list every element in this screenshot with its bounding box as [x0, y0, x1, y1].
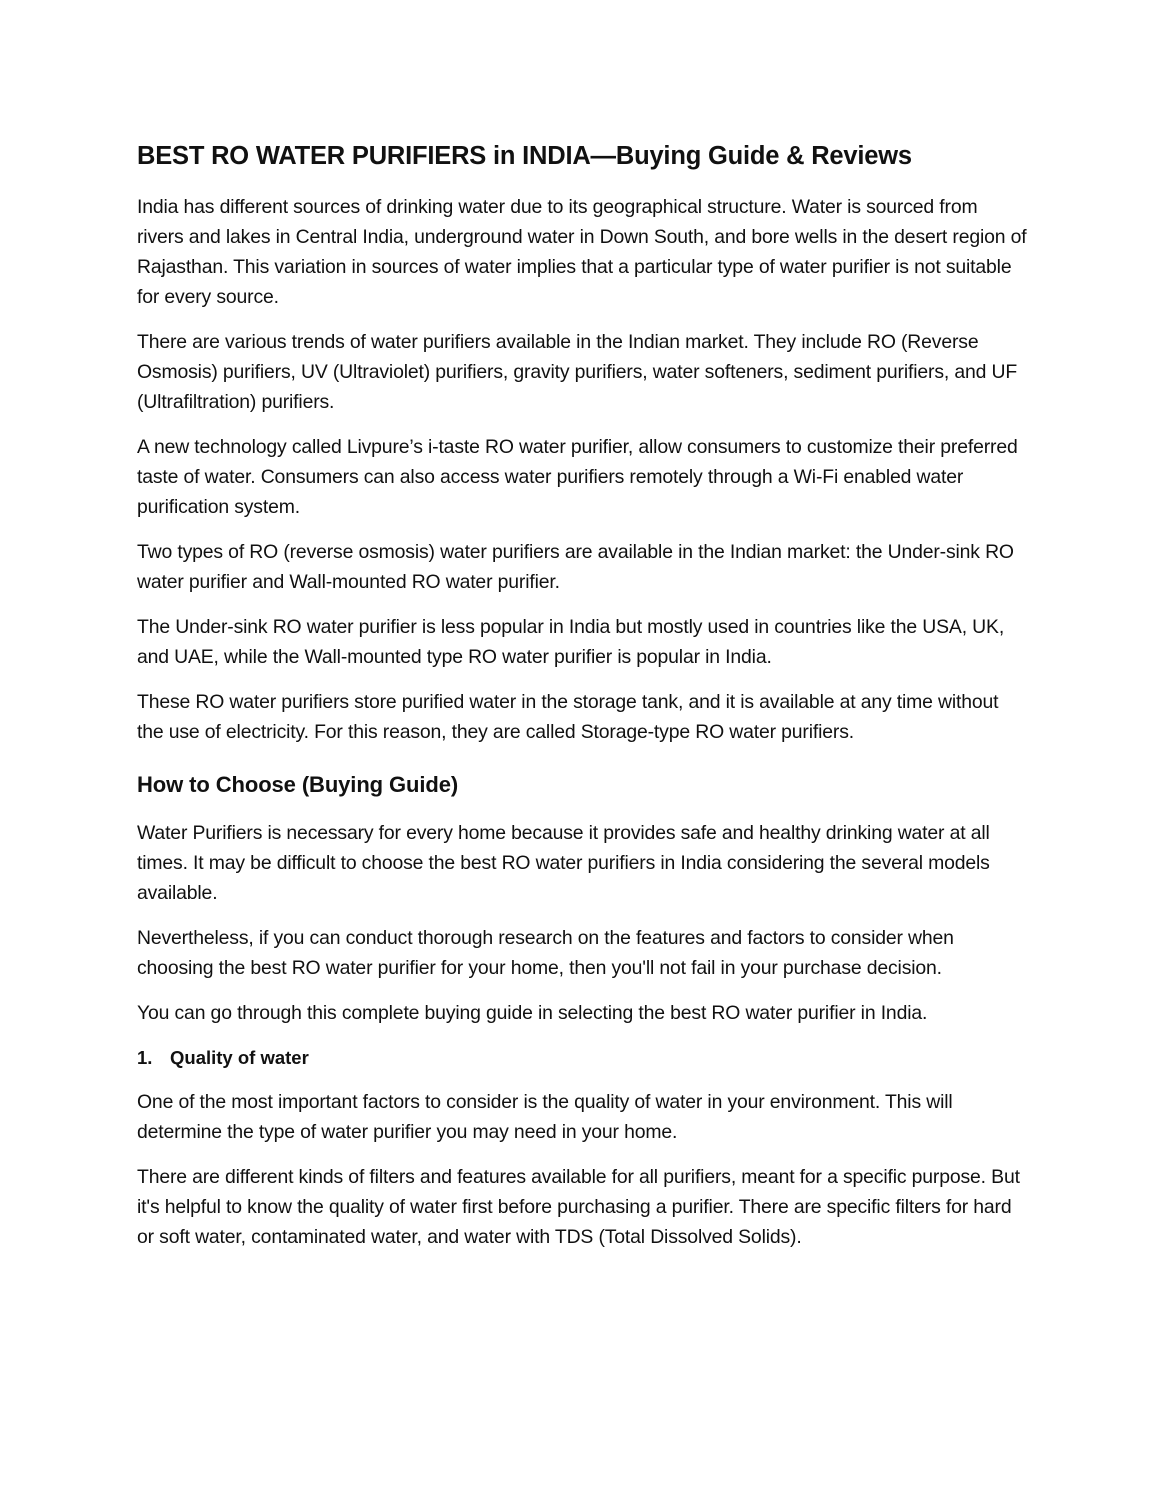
guide-paragraph-1: Water Purifiers is necessary for every home because it provides safe and healthy drinking water at all times. It may be difficult to choose the best RO water purifiers in India considering the several models available. — [137, 822, 990, 904]
guide-paragraph-2: Nevertheless, if you can conduct thorough research on the features and factors to consider when choosing the best RO water purifier for your home, then you'll not fail in your purchase decision. — [137, 927, 954, 979]
list-heading-label: Quality of water — [170, 1047, 309, 1068]
intro-paragraph-6: These RO water purifiers store purified water in the storage tank, and it is available at any time without the use of electricity. For this reason, they are called Storage-type RO water purifiers. — [137, 691, 999, 743]
list-number: 1. — [137, 1047, 153, 1068]
numbered-heading-quality — [137, 1043, 1027, 1073]
guide-paragraph-3: You can go through this complete buying guide in selecting the best RO water purifier in India. — [137, 1002, 928, 1024]
intro-paragraph-4: Two types of RO (reverse osmosis) water purifiers are available in the Indian market: the Under-sink RO water purifier and Wall-mounted RO water purifier. — [137, 541, 1014, 593]
intro-paragraph-1: India has different sources of drinking water due to its geographical structure. Water is sourced from rivers and lakes in Central India, underground water in Down South, and bore wells in the desert region of Rajasthan. This variation in sources of water implies that a particular type of water purifier is not suitable for every source. — [137, 196, 1027, 308]
section-heading: How to Choose (Buying Guide) — [137, 772, 459, 797]
page-title: BEST RO WATER PURIFIERS in INDIA—Buying Guide & Reviews — [137, 142, 912, 170]
intro-paragraph-3: A new technology called Livpure’s i-taste RO water purifier, allow consumers to customize their preferred taste of water. Consumers can also access water purifiers remotely through a Wi-Fi enabled water purification system. — [137, 436, 1018, 518]
document-page — [137, 140, 1027, 1267]
quality-paragraph-2: There are different kinds of filters and features available for all purifiers, meant for a specific purpose. But it's helpful to know the quality of water first before purchasing a purifier. There are specific filters for hard or soft water, contaminated water, and water with TDS (Total Dissolved Solids). — [137, 1166, 1020, 1248]
quality-paragraph-1: One of the most important factors to consider is the quality of water in your environment. This will determine the type of water purifier you may need in your home. — [137, 1091, 953, 1143]
intro-paragraph-2: There are various trends of water purifiers available in the Indian market. They include RO (Reverse Osmosis) purifiers, UV (Ultraviolet) purifiers, gravity purifiers, water softeners, sediment purifiers, and UF (Ultrafiltration) purifiers. — [137, 331, 1018, 413]
intro-paragraph-5: The Under-sink RO water purifier is less popular in India but mostly used in countries like the USA, UK, and UAE, while the Wall-mounted type RO water purifier is popular in India. — [137, 616, 1005, 668]
